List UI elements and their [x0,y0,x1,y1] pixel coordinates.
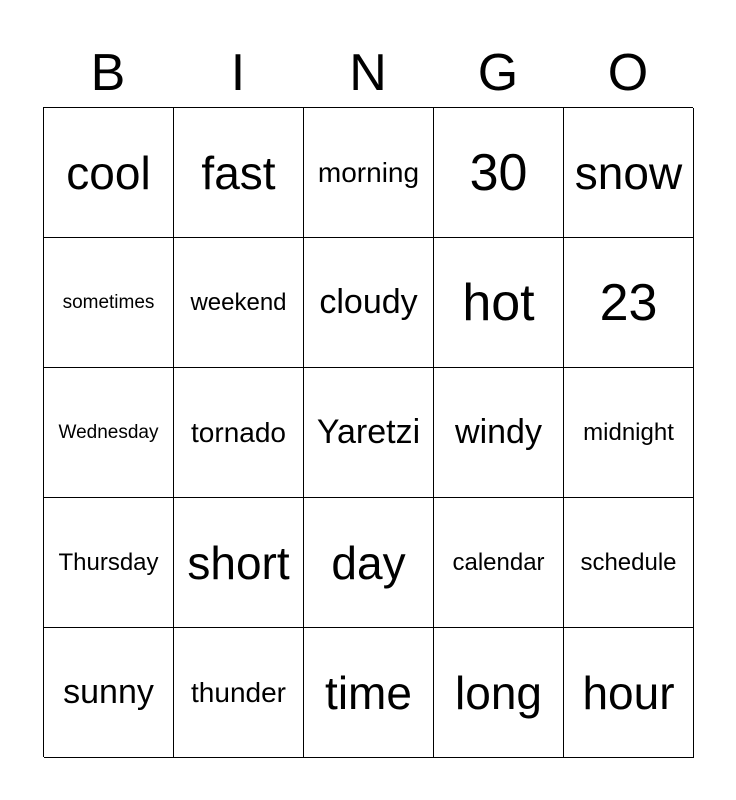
header-letter-g: G [477,44,519,102]
bingo-board [43,107,693,757]
bingo-cell[interactable]: hot [434,238,564,368]
bingo-cell[interactable]: morning [304,108,434,238]
bingo-cell[interactable]: sunny [44,628,174,758]
bingo-cell[interactable]: fast [174,108,304,238]
bingo-cell[interactable]: cloudy [304,238,434,368]
bingo-cell[interactable]: long [434,628,564,758]
bingo-cell[interactable]: Thursday [44,498,174,628]
bingo-cell[interactable]: schedule [564,498,694,628]
bingo-cell[interactable]: short [174,498,304,628]
bingo-cell[interactable]: Wednesday [44,368,174,498]
bingo-cell[interactable]: sometimes [44,238,174,368]
bingo-cell[interactable]: windy [434,368,564,498]
bingo-cell[interactable]: thunder [174,628,304,758]
bingo-cell[interactable]: hour [564,628,694,758]
bingo-cell[interactable]: snow [564,108,694,238]
bingo-cell[interactable]: 23 [564,238,694,368]
bingo-cell[interactable]: calendar [434,498,564,628]
header-letter-n: N [349,44,387,102]
header-letter-i: I [230,44,246,102]
bingo-cell[interactable]: time [304,628,434,758]
bingo-cell[interactable]: Yaretzi [304,368,434,498]
bingo-cell[interactable]: cool [44,108,174,238]
bingo-cell[interactable]: 30 [434,108,564,238]
header-letter-o: O [607,44,649,102]
bingo-cell[interactable]: weekend [174,238,304,368]
bingo-cell[interactable]: day [304,498,434,628]
bingo-header [43,38,693,108]
bingo-cell[interactable]: tornado [174,368,304,498]
header-letter-b: B [90,44,126,102]
bingo-cell[interactable]: midnight [564,368,694,498]
